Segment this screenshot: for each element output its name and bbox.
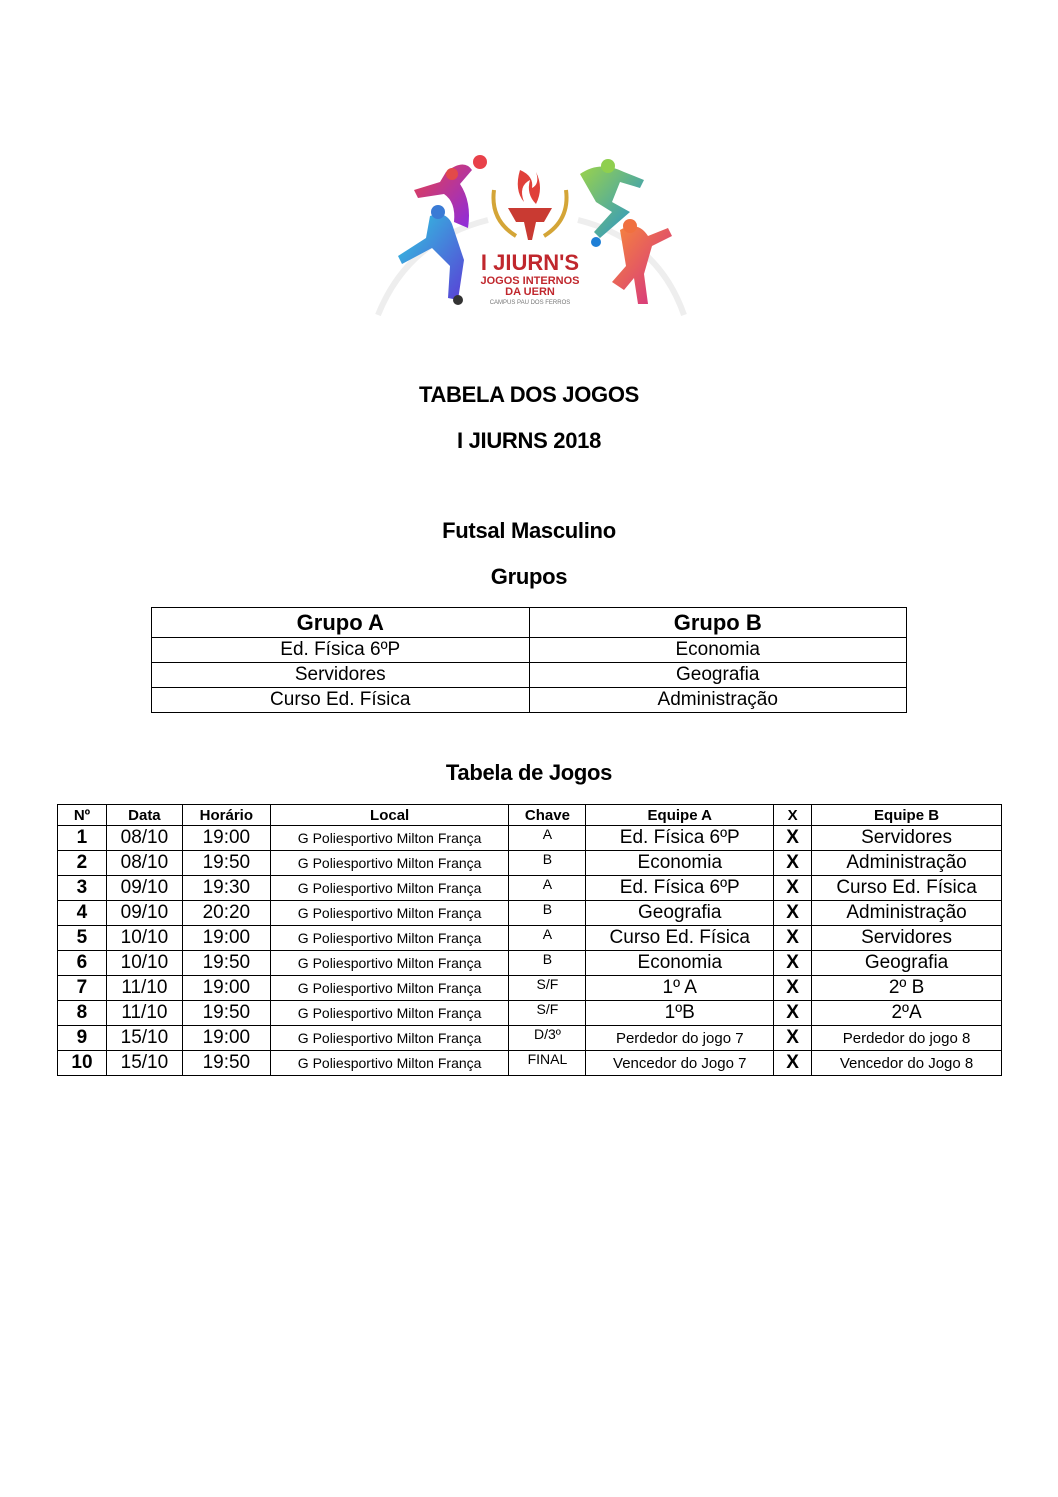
team-a: Ed. Física 6ºP bbox=[586, 876, 774, 901]
game-number: 5 bbox=[58, 926, 107, 951]
game-date: 11/10 bbox=[106, 1001, 182, 1026]
game-time: 20:20 bbox=[182, 901, 270, 926]
group-a-header: Grupo A bbox=[152, 608, 530, 638]
game-date: 15/10 bbox=[106, 1051, 182, 1076]
game-time: 19:50 bbox=[182, 851, 270, 876]
table-row bbox=[58, 976, 1002, 1001]
game-key: B bbox=[509, 851, 586, 876]
col-venue-header: Local bbox=[270, 805, 509, 826]
logo-line3: CAMPUS PAU DOS FERROS bbox=[489, 300, 571, 306]
game-number: 8 bbox=[58, 1001, 107, 1026]
game-date: 15/10 bbox=[106, 1026, 182, 1051]
group-b-team: Administração bbox=[529, 688, 907, 713]
game-number: 10 bbox=[58, 1051, 107, 1076]
team-b: Geografia bbox=[812, 951, 1002, 976]
logo-line1: JOGOS INTERNOS bbox=[480, 275, 580, 287]
vs-mark: X bbox=[774, 926, 812, 951]
group-a-team: Curso Ed. Física bbox=[152, 688, 530, 713]
team-b: 2º B bbox=[812, 976, 1002, 1001]
team-b: Servidores bbox=[812, 926, 1002, 951]
game-time: 19:00 bbox=[182, 926, 270, 951]
table-row bbox=[58, 1026, 1002, 1051]
game-time: 19:00 bbox=[182, 1026, 270, 1051]
team-a: Economia bbox=[586, 851, 774, 876]
game-number: 3 bbox=[58, 876, 107, 901]
vs-mark: X bbox=[774, 976, 812, 1001]
games-heading: Tabela de Jogos bbox=[445, 760, 613, 785]
game-venue: G Poliesportivo Milton França bbox=[270, 951, 509, 976]
event-logo bbox=[368, 150, 694, 322]
team-b: 2ºA bbox=[812, 1001, 1002, 1026]
table-row bbox=[58, 901, 1002, 926]
games-body bbox=[58, 826, 1002, 1076]
vs-mark: X bbox=[774, 951, 812, 976]
game-number: 9 bbox=[58, 1026, 107, 1051]
game-date: 09/10 bbox=[106, 901, 182, 926]
game-number: 6 bbox=[58, 951, 107, 976]
game-key: B bbox=[509, 901, 586, 926]
game-venue: G Poliesportivo Milton França bbox=[270, 876, 509, 901]
table-row bbox=[58, 1051, 1002, 1076]
vs-mark: X bbox=[774, 901, 812, 926]
groups-table bbox=[151, 607, 907, 713]
game-time: 19:00 bbox=[182, 976, 270, 1001]
col-team-a-header: Equipe A bbox=[586, 805, 774, 826]
game-key: S/F bbox=[509, 976, 586, 1001]
team-a: Vencedor do Jogo 7 bbox=[586, 1051, 774, 1076]
game-key: A bbox=[509, 926, 586, 951]
group-a-team: Ed. Física 6ºP bbox=[152, 638, 530, 663]
game-date: 08/10 bbox=[106, 826, 182, 851]
table-row bbox=[58, 926, 1002, 951]
game-date: 10/10 bbox=[106, 926, 182, 951]
logo-title: I JIURN'S bbox=[480, 250, 580, 275]
game-number: 1 bbox=[58, 826, 107, 851]
table-row bbox=[58, 826, 1002, 851]
game-key: A bbox=[509, 826, 586, 851]
game-venue: G Poliesportivo Milton França bbox=[270, 901, 509, 926]
game-date: 10/10 bbox=[106, 951, 182, 976]
games-header-row bbox=[58, 805, 1002, 826]
team-b: Administração bbox=[812, 851, 1002, 876]
team-a: Ed. Física 6ºP bbox=[586, 826, 774, 851]
vs-mark: X bbox=[774, 876, 812, 901]
group-b-header: Grupo B bbox=[529, 608, 907, 638]
table-row bbox=[58, 851, 1002, 876]
game-key: S/F bbox=[509, 1001, 586, 1026]
vs-mark: X bbox=[774, 1001, 812, 1026]
table-row bbox=[152, 638, 907, 663]
vs-mark: X bbox=[774, 851, 812, 876]
game-venue: G Poliesportivo Milton França bbox=[270, 1051, 509, 1076]
game-venue: G Poliesportivo Milton França bbox=[270, 1001, 509, 1026]
game-time: 19:50 bbox=[182, 1051, 270, 1076]
sport-heading: Futsal Masculino bbox=[442, 518, 616, 543]
game-venue: G Poliesportivo Milton França bbox=[270, 851, 509, 876]
game-venue: G Poliesportivo Milton França bbox=[270, 1026, 509, 1051]
groups-heading: Grupos bbox=[490, 564, 568, 589]
games-table bbox=[57, 804, 1002, 1076]
vs-mark: X bbox=[774, 1051, 812, 1076]
game-time: 19:50 bbox=[182, 951, 270, 976]
game-time: 19:30 bbox=[182, 876, 270, 901]
team-a: 1º A bbox=[586, 976, 774, 1001]
game-number: 2 bbox=[58, 851, 107, 876]
table-row bbox=[58, 1001, 1002, 1026]
table-row bbox=[152, 688, 907, 713]
col-team-b-header: Equipe B bbox=[812, 805, 1002, 826]
table-row bbox=[152, 663, 907, 688]
group-b-team: Geografia bbox=[529, 663, 907, 688]
game-venue: G Poliesportivo Milton França bbox=[270, 826, 509, 851]
team-a: 1ºB bbox=[586, 1001, 774, 1026]
col-time-header: Horário bbox=[182, 805, 270, 826]
game-date: 09/10 bbox=[106, 876, 182, 901]
game-date: 08/10 bbox=[106, 851, 182, 876]
team-b: Curso Ed. Física bbox=[812, 876, 1002, 901]
game-time: 19:50 bbox=[182, 1001, 270, 1026]
game-key: D/3º bbox=[509, 1026, 586, 1051]
col-key-header: Chave bbox=[509, 805, 586, 826]
game-key: FINAL bbox=[509, 1051, 586, 1076]
vs-mark: X bbox=[774, 1026, 812, 1051]
col-number-header: Nº bbox=[58, 805, 107, 826]
game-date: 11/10 bbox=[106, 976, 182, 1001]
team-a: Geografia bbox=[586, 901, 774, 926]
game-time: 19:00 bbox=[182, 826, 270, 851]
game-venue: G Poliesportivo Milton França bbox=[270, 926, 509, 951]
logo-line2: DA UERN bbox=[505, 286, 555, 298]
game-number: 4 bbox=[58, 901, 107, 926]
game-venue: G Poliesportivo Milton França bbox=[270, 976, 509, 1001]
team-b: Perdedor do jogo 8 bbox=[812, 1026, 1002, 1051]
page-subtitle: I JIURNS 2018 bbox=[456, 428, 602, 453]
team-b: Vencedor do Jogo 8 bbox=[812, 1051, 1002, 1076]
game-key: A bbox=[509, 876, 586, 901]
vs-mark: X bbox=[774, 826, 812, 851]
col-date-header: Data bbox=[106, 805, 182, 826]
page-title: TABELA DOS JOGOS bbox=[418, 382, 640, 407]
col-vs-header: X bbox=[774, 805, 812, 826]
groups-header-row bbox=[152, 608, 907, 638]
team-a: Curso Ed. Física bbox=[586, 926, 774, 951]
group-b-team: Economia bbox=[529, 638, 907, 663]
team-b: Servidores bbox=[812, 826, 1002, 851]
team-a: Economia bbox=[586, 951, 774, 976]
team-a: Perdedor do jogo 7 bbox=[586, 1026, 774, 1051]
group-a-team: Servidores bbox=[152, 663, 530, 688]
table-row bbox=[58, 951, 1002, 976]
game-key: B bbox=[509, 951, 586, 976]
team-b: Administração bbox=[812, 901, 1002, 926]
game-number: 7 bbox=[58, 976, 107, 1001]
table-row bbox=[58, 876, 1002, 901]
